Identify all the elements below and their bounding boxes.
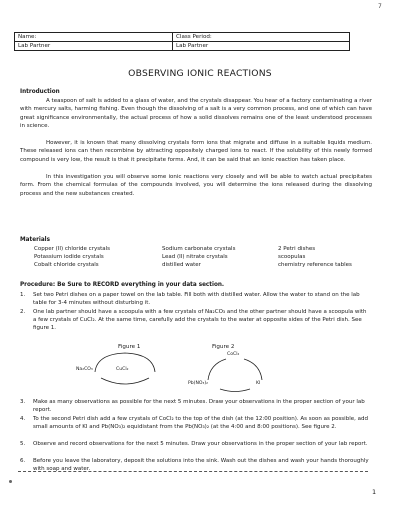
step-text: Before you leave the laboratory, deposit the solutions into the sink. Wash out the dishes and wash your hands thoroughly with soap and water.: [33, 458, 369, 473]
page-title: OBSERVING IONIC REACTIONS: [128, 68, 272, 79]
procedure-step: [20, 415, 371, 431]
step-number: 2.: [20, 309, 26, 315]
material-item: scoopulas: [278, 253, 306, 260]
intro-paragraph-2: However, it is known that many dissolving crystals form ions that migrate and diffuse in a suitable liquids medium. These released ions can then recombine by attracting oppositely charged ions to react. If the solubility of this newly formed compound is very low, the result is that it precipitate forms. And, it can be said that an ionic reaction has taken place.: [20, 140, 372, 163]
intro-paragraph-3: In this investigation you will observe some ionic reactions very closely and will be able to watch actual precipitates form. From the chemical formulas of the compounds involved, you will determine the ions released during the dissolving process and the new substances created.: [20, 174, 372, 197]
figure-1-label: Figure 1: [118, 344, 141, 350]
figure-2-petri-dish: [200, 356, 270, 400]
material-item: Lead (II) nitrate crystals: [162, 253, 228, 260]
material-item: distilled water: [162, 261, 201, 268]
material-item: Potassium iodide crystals: [34, 253, 104, 260]
step-text: Observe and record observations for the next 5 minutes. Draw your observations in the proper section of your lab report.: [33, 441, 368, 447]
figure-2-left-compound: Pb(NO₃)₂: [188, 381, 209, 386]
introduction-heading: Introduction: [20, 89, 60, 95]
figure-1-right-compound: CuCl₂: [116, 367, 129, 372]
procedure-heading: Procedure: Be Sure to RECORD everything in your data section.: [20, 282, 225, 288]
scan-mark: [9, 480, 12, 483]
procedure-step: [20, 308, 371, 333]
step-number: 1.: [20, 292, 26, 298]
page-number: 1: [372, 488, 377, 496]
petri-dish-arcs: [200, 356, 270, 396]
material-item: Cobalt chloride crystals: [34, 261, 99, 268]
corner-mark: 7: [378, 3, 382, 10]
step-text: Make as many observations as possible for the next 5 minutes. Draw your observations in the proper section of your lab report.: [33, 399, 365, 414]
figure-2-top-compound: CoCl₂: [227, 352, 240, 357]
material-item: Copper (II) chloride crystals: [34, 246, 111, 252]
step-text: Set two Petri dishes on a paper towel on the lab table. Fill both with distilled water. Allow the water to stand on the lab table for 3-4 minutes without disturbing it.: [33, 292, 360, 307]
name-field[interactable]: Name:: [15, 33, 173, 42]
figure-2-right-compound: KI: [256, 381, 261, 386]
materials-column-3: [278, 246, 352, 269]
step-text: One lab partner should have a scoopula with a few crystals of Na₂CO₃ and the other partner should have a scoopula with a few crystals of CuCl₂. At the same time, carefully add the crystals to the water at opposite sides of the Petri dish. See figure 1.: [33, 309, 367, 332]
material-item: chemistry reference tables: [278, 261, 352, 268]
step-number: 6.: [20, 458, 26, 464]
materials-column-1: [34, 246, 110, 269]
step-number: 5.: [20, 441, 26, 447]
materials-column-2: [162, 246, 235, 269]
procedure-step: [20, 440, 371, 448]
step-number: 3.: [20, 399, 26, 405]
bottom-divider: [18, 471, 368, 472]
header-table: [14, 32, 350, 51]
lab-partner-field-left[interactable]: Lab Partner: [15, 42, 173, 51]
class-period-field[interactable]: Class Period:: [173, 33, 350, 42]
materials-heading: Materials: [20, 237, 51, 243]
material-item: Sodium carbonate crystals: [162, 246, 236, 252]
procedure-step: [20, 291, 371, 307]
intro-paragraph-1: A teaspoon of salt is added to a glass of water, and the crystals disappear. You hear of a factory contaminating a river with mercury salts, harming fishing. Even though the dissolving of a salt is a very common process, and one of which can have great significance environmentally, the actual process of how a solid dissolves remains one of the least understood processes in science.: [20, 98, 372, 129]
figure-2-label: Figure 2: [212, 344, 235, 350]
figure-1-left-compound: Na₂CO₃: [76, 367, 93, 372]
lab-partner-field-right[interactable]: Lab Partner: [173, 42, 350, 51]
procedure-step: [20, 398, 371, 414]
step-text: To the second Petri dish add a few crystals of CoCl₂ to the top of the dish (at the 12:00 position). As soon as possible, add small amounts of KI and Pb(NO₃)₂ equidistant from the Pb(NO₃)₂ (at the 4:00 and 8:00 positions). See figure 2.: [33, 416, 368, 431]
material-item: 2 Petri dishes: [278, 246, 316, 252]
step-number: 4.: [20, 416, 26, 422]
